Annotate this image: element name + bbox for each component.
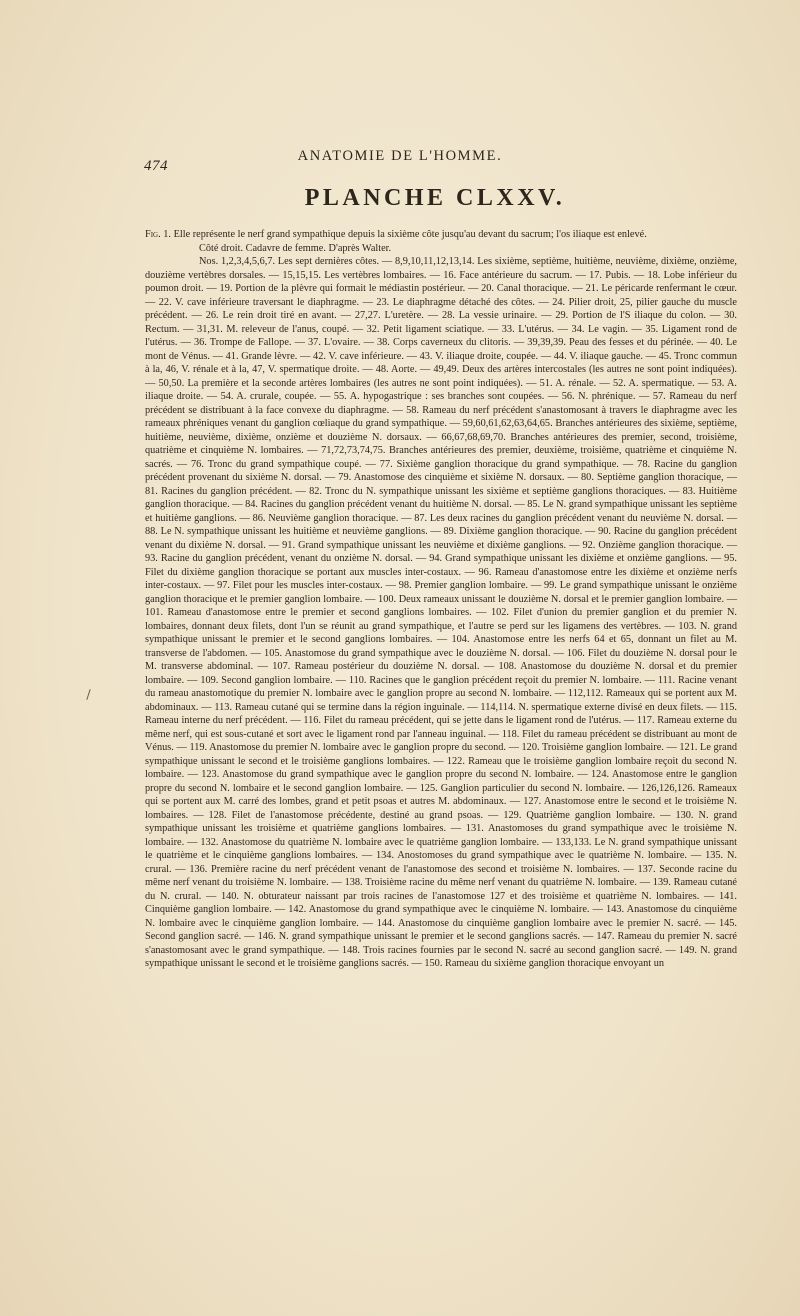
- running-head: ANATOMIE DE L'HOMME.: [297, 148, 503, 164]
- figure-legend: Nos. 1,2,3,4,5,6,7. Les sept dernières côtes. — 8,9,10,11,12,13,14. Les sixième, septième, huitième, neuvième, dixième, onzième, douzième vertèbres dorsales. — 15,15,15. Les vertèbres lombaires. — 16. Face antérieure du sacrum. — 17. Pubis. — 18. Lobe inférieur du poumon droit. — 19. Portion de la plèvre qui formait le médiastin postérieur. — 20. Canal thoracique. — 21. Le péricarde renfermant le cœur. — 22. V. cave inférieure traversant le diaphragme. — 23. Le diaphragme détaché des côtes. — 24. Pilier droit, 25, pilier gauche du muscle précédent. — 26. Le rein droit tiré en avant. — 27,27. L'uretère. — 28. La vessie urinaire. — 29. Portion de l'S iliaque du colon. — 30. Rectum. — 31,31. M. releveur de l'anus, coupé. — 32. Petit ligament sciatique. — 33. L'utérus. — 34. Le vagin. — 35. Ligament rond de l'utérus. — 36. Trompe de Fallope. — 37. L'ovaire. — 38. Corps caverneux du clitoris. — 39,39,39. Peau des fesses et du périnée. — 40. Le mont de Vénus. — 41. Grande lèvre. — 42. V. cave inférieure. — 43. V. iliaque droite, coupée. — 44. V. iliaque gauche. — 45. Tronc commun à la, 46, V. rénale et à la, 47, V. spermatique droite. — 48. Aorte. — 49,49. Deux des artères intercostales (les autres ne sont point indiquées). — 50,50. La première et la seconde artères lombaires (les autres ne sont point indiquées). — 51. A. rénale. — 52. A. spermatique. — 53. A. iliaque droite. — 54. A. crurale, coupée. — 55. A. hypogastrique : ses branches sont coupées. — 56. N. phrénique. — 57. Rameau du nerf précédent se distribuant à la face convexe du diaphragme. — 58. Rameau du nerf précédent s'anastomosant à travers le diaphragme avec les rameaux phréniques venant du ganglion cœliaque du grand sympathique. — 59,60,61,62,63,64,65. Branches antérieures des sixième, septième, huitième, neuvième, dixième, onzième et douzième N. dorsaux. — 66,67,68,69,70. Branches antérieures des premier, second, troisième, quatrième et cinquième N. lombaires. — 71,72,73,74,75. Branches antérieures des premier, deuxième, troisième, quatrième et cinquième N. sacrés. — 76. Tronc du grand sympathique coupé. — 77. Sixième ganglion thoracique du grand sympathique. — 78. Racine du ganglion précédent provenant du sixième N. dorsal. — 79. Anastomose des cinquième et sixième N. dorsaux. — 80. Septième ganglion thoracique, — 81. Racines du ganglion précédent. — 82. Tronc du N. sympathique unissant les sixième et septième ganglions thoraciques. — 83. Huitième ganglion thoracique. — 84. Racines du ganglion précédent venant du huitième N. dorsal. — 85. Le N. grand sympathique unissant les septième et huitième ganglions. — 86. Neuvième ganglion thoracique. — 87. Les deux racines du ganglion précédent venant du neuvième N. dorsal. — 88. Le N. sympathique unissant les huitième et neuvième ganglions. — 89. Dixième ganglion thoracique. — 90. Racine du ganglion précédent venant du dixième N. dorsal. — 91. Grand sympathique unissant les neuvième et dixième ganglions. — 92. Onzième ganglion thoracique. — 93. Racine du ganglion précédent, venant du onzième N. dorsal. — 94. Grand sympathique unissant les dixième et onzième ganglions. — 95. Filet du dixième ganglion thoracique se portant aux muscles inter-costaux. — 96. Rameau d'anastomose entre les dixième et onzième nerfs inter-costaux. — 97. Filet pour les muscles inter-costaux. — 98. Premier ganglion lombaire. — 99. Le grand sympathique unissant le onzième ganglion thoracique et le premier ganglion lombaire. — 100. Deux rameaux unissant le douzième N. dorsal et le premier ganglion lombaire. — 101. Rameau d'anastomose entre le premier et second ganglions lombaires. — 102. Filet d'union du premier ganglion et du premier N. lombaires, donnant deux filets, dont l'un se réunit au grand sympathique, et l'autre se perd sur les ligamens des vertèbres. — 103. N. grand sympathique unissant le premier et le second ganglions lombaires. — 104. Anastomose entre les nerfs 64 et 65, donnant un filet au M. transverse de l'abdomen. — 105. Anastomose du grand sympathique avec le douzième N. dorsal. — 106. Filet du douzième N. dorsal pour le M. transverse abdominal. — 107. Rameau postérieur du douzième N. dorsal. — 108. Anastomose du douzième N. dorsal et du premier lombaire. — 109. Second ganglion lombaire. — 110. Racines que le ganglion précédent reçoit du premier N. lombaire. — 111. Racine venant du rameau anastomotique du premier N. lombaire avec le ganglion propre au second N. lombaire. — 112,112. Rameaux qui se portent aux M. abdominaux. — 113. Rameau cutané qui se termine dans la région inguinale. — 114,114. N. spermatique externe divisé en deux filets. — 115. Rameau interne du nerf précédent. — 116. Filet du rameau précédent, qui se jette dans le ligament rond de l'utérus. — 117. Rameau externe du même nerf, qui est sous-cutané et sort avec le ligament rond par l'anneau inguinal. — 118. Filet du rameau précédent se distribuant au mont de Vénus. — 119. Anastomose du premier N. lombaire avec le ganglion propre du second. — 120. Troisième ganglion lombaire. — 121. Le grand sympathique unissant le second et le troisième ganglions lombaires. — 122. Rameau que le troisième ganglion lombaire reçoit du second N. lombaire. — 123. Anastomose du grand sympathique avec le ganglion propre du second N. lombaire. — 124. Anastomose entre le ganglion propre du second N. lombaire et le second ganglion lombaire. — 125. Ganglion particulier du second N. lombaire. — 126,126,126. Rameaux qui se portent aux M. carré des lombes, grand et petit psoas et autres M. abdominaux. — 127. Anastomose entre le second et le troisième N. lombaires. — 128. Filet de l'anastomose précédente, destiné au grand psoas. — 129. Quatrième ganglion lombaire. — 130. N. grand sympathique unissant les troisième et quatrième ganglions lombaires. — 131. Anastomoses du grand sympathique avec le troisième N. lombaire. — 132. Anastomose du quatrième N. lombaire avec le quatrième ganglion lombaire. — 133,133. Le N. grand sympathique unissant le quatrième et le cinquième ganglions lombaires. — 134. Anostomoses du grand sympathique avec le quatrième N. lombaire. — 135. N. crural. — 136. Première racine du nerf précédent venant de l'anastomose des second et troisième N. lombaires. — 137. Seconde racine du même nerf venant du troisième N. lombaire. — 138. Troisième racine du même nerf venant du quatrième N. lombaire. — 139. Rameau cutané du N. crural. — 140. N. obturateur naissant par trois racines de l'anastomose 127 et des troisième et quatrième N. lombaires. — 141. Cinquième ganglion lombaire. — 142. Anastomose du grand sympathique avec le cinquième N. lombaire. — 143. Anastomose du cinquième N. lombaire avec le cinquième ganglion lombaire. — 144. Anastomose du cinquième ganglion lombaire avec le premier N. sacré. — 145. Second ganglion sacré. — 146. N. grand sympathique unissant le premier et le second ganglions sacrés. — 147. Rameau du premier N. sacré s'anastomosant avec le grand sympathique. — 148. Trois racines fournies par le second N. sacré au second ganglion sacré. — 149. N. grand sympathique unissant le second et le troisième ganglions sacrés. — 150. Rameau du sixième ganglion thoracique envoyant un: [145, 256, 737, 969]
- plate-title: PLANCHE CLXXV.: [304, 185, 566, 211]
- figure-intro: [145, 228, 737, 242]
- page-number: 474: [144, 158, 168, 174]
- figure-label: Fig. 1.: [145, 229, 171, 240]
- figure-subtitle: Côté droit. Cadavre de femme. D'après Walter.: [199, 242, 392, 254]
- figure-description: [145, 228, 737, 971]
- figure-intro-text: Elle représente le nerf grand sympathique depuis la sixième côte jusqu'au devant du sacrum; l'os iliaque est enlevé.: [173, 229, 647, 240]
- margin-mark: [86, 689, 90, 700]
